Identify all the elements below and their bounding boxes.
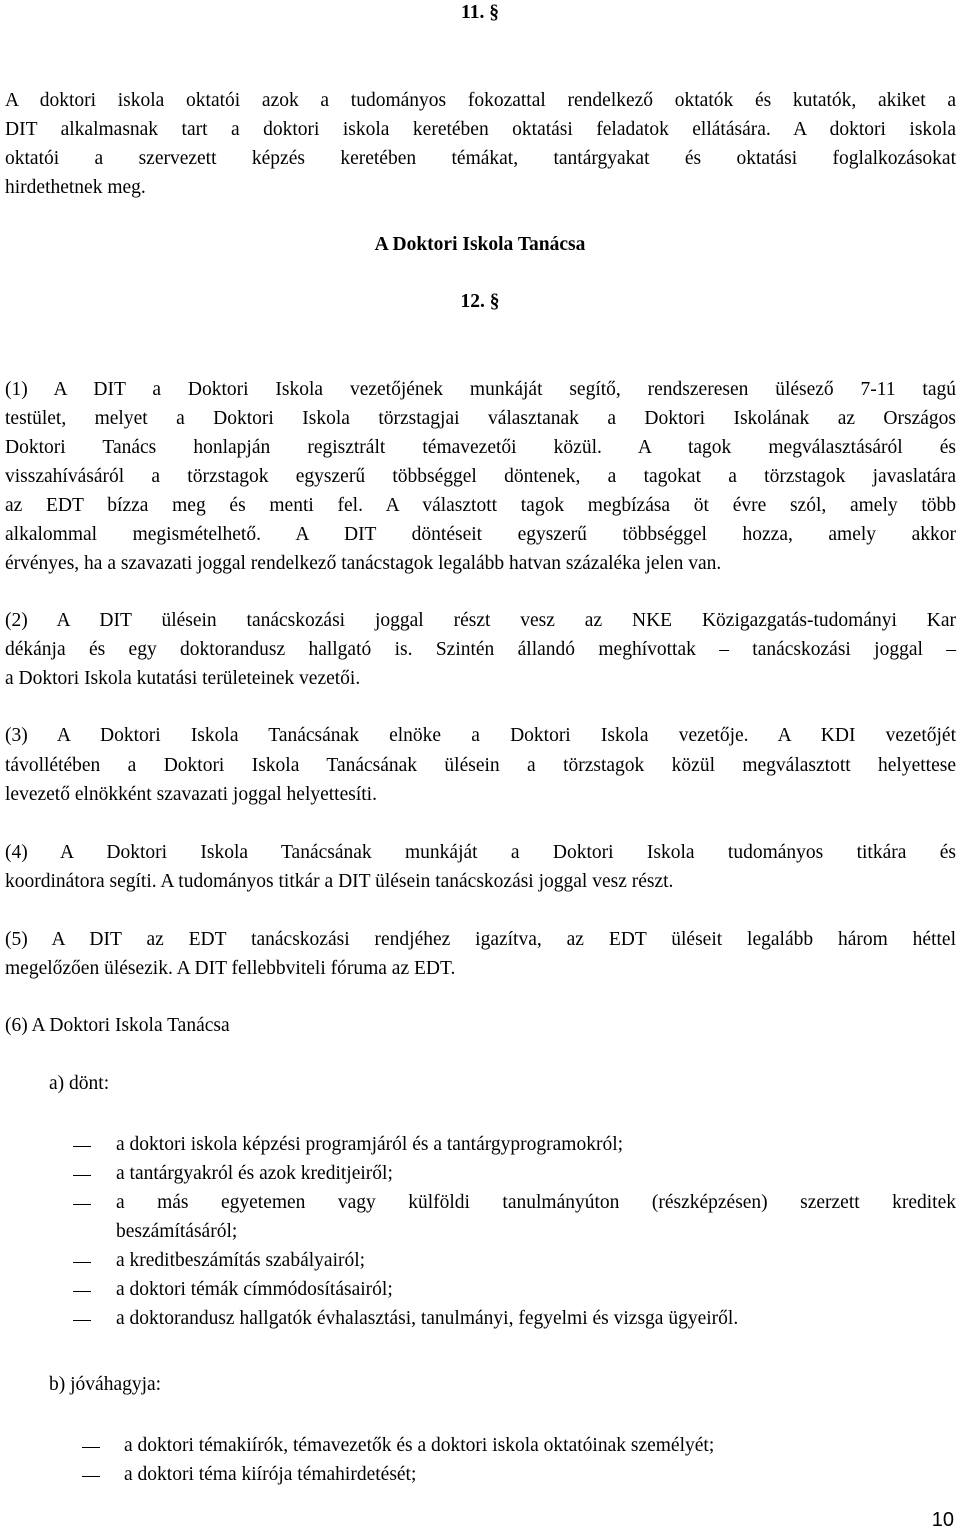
- list-a-item: a doktori iskola képzési programjáról és a tantárgyprogramokról;: [116, 1134, 624, 1155]
- dash-bullet: [73, 1291, 91, 1292]
- paragraph-1-line: visszahívásáról a törzstagok egyszerű többséggel döntenek, a tagokat a törzstagok javaslatára: [5, 466, 956, 487]
- list-a-item: a doktorandusz hallgatók évhalasztási, tanulmányi, fegyelmi és vizsga ügyeiről.: [116, 1308, 739, 1329]
- paragraph-1-line: az EDT bízza meg és menti fel. A választott tagok megbízása öt évre szól, amely több: [5, 495, 956, 516]
- dash-bullet: [73, 1146, 91, 1147]
- paragraph-1-line: érvényes, ha a szavazati joggal rendelkező tanácstagok legalább hatvan százaléka jelen van.: [5, 553, 722, 574]
- list-a-item: a kreditbeszámítás szabályairól;: [116, 1250, 366, 1271]
- dash-bullet: [73, 1204, 91, 1205]
- list-a-item: a más egyetemen vagy külföldi tanulmányúton (részképzésen) szerzett kreditek: [116, 1192, 956, 1213]
- subpoint-a-label: a) dönt:: [49, 1073, 110, 1094]
- paragraph-1-line: (1) A DIT a Doktori Iskola vezetőjének munkáját segítő, rendszeresen ülésező 7-11 tagú: [5, 379, 956, 400]
- paragraph-2-line: a Doktori Iskola kutatási területeinek vezetői.: [5, 668, 361, 689]
- list-b-item: a doktori témakiírók, témavezetők és a doktori iskola oktatóinak személyét;: [124, 1435, 715, 1456]
- paragraph-3-line: levezető elnökként szavazati joggal helyettesíti.: [5, 784, 377, 805]
- section-11-line: hirdethetnek meg.: [5, 177, 146, 198]
- paragraph-5-line: megelőzően ülésezik. A DIT fellebbviteli fóruma az EDT.: [5, 958, 456, 979]
- section-11-line: A doktori iskola oktatói azok a tudományos fokozattal rendelkező oktatók és kutatók, akiket a: [5, 90, 956, 111]
- subpoint-b-label: b) jóváhagyja:: [49, 1374, 162, 1395]
- list-b-item: a doktori téma kiírója témahirdetését;: [124, 1464, 417, 1485]
- paragraph-1-line: testület, melyet a Doktori Iskola törzstagjai választanak a Doktori Iskolának az Országos: [5, 408, 956, 429]
- paragraph-5-line: (5) A DIT az EDT tanácskozási rendjéhez igazítva, az EDT üléseit legalább három héttel: [5, 929, 956, 950]
- dash-bullet: [73, 1262, 91, 1263]
- section-12-heading: 12. §: [460, 291, 500, 312]
- heading-doktori-iskola-tanacsa: A Doktori Iskola Tanácsa: [374, 234, 586, 255]
- paragraph-2-line: (2) A DIT ülésein tanácskozási joggal részt vesz az NKE Közigazgatás-tudományi Kar: [5, 610, 956, 631]
- paragraph-2-line: dékánja és egy doktorandusz hallgató is. Szintén állandó meghívottak – tanácskozási joggal –: [5, 639, 956, 660]
- paragraph-6-intro: (6) A Doktori Iskola Tanácsa: [5, 1015, 230, 1036]
- paragraph-4-line: (4) A Doktori Iskola Tanácsának munkáját a Doktori Iskola tudományos titkára és: [5, 842, 956, 863]
- paragraph-1-line: alkalommal megismételhető. A DIT döntéseit egyszerű többséggel hozza, amely akkor: [5, 524, 956, 545]
- page-number: 10: [931, 1509, 954, 1531]
- dash-bullet: [82, 1447, 100, 1448]
- dash-bullet: [82, 1476, 100, 1477]
- list-a-item: beszámításáról;: [116, 1221, 238, 1242]
- list-a-item: a doktori témák címmódosításairól;: [116, 1279, 393, 1300]
- section-11-line: oktatói a szervezett képzés keretében témákat, tantárgyakat és oktatási foglalkozásokat: [5, 148, 956, 169]
- paragraph-1-line: Doktori Tanács honlapján regisztrált témavezetői közül. A tagok megválasztásáról és: [5, 437, 956, 458]
- section-11-line: DIT alkalmasnak tart a doktori iskola keretében oktatási feladatok ellátására. A doktori iskola: [5, 119, 956, 140]
- list-a-item: a tantárgyakról és azok kreditjeiről;: [116, 1163, 393, 1184]
- paragraph-3-line: távollétében a Doktori Iskola Tanácsának ülésein a törzstagok közül megválasztott helyettese: [5, 755, 956, 776]
- section-11-heading: 11. §: [461, 2, 499, 23]
- paragraph-4-line: koordinátora segíti. A tudományos titkár a DIT ülésein tanácskozási joggal vesz részt.: [5, 871, 674, 892]
- dash-bullet: [73, 1175, 91, 1176]
- dash-bullet: [73, 1320, 91, 1321]
- paragraph-3-line: (3) A Doktori Iskola Tanácsának elnöke a Doktori Iskola vezetője. A KDI vezetőjét: [5, 725, 956, 746]
